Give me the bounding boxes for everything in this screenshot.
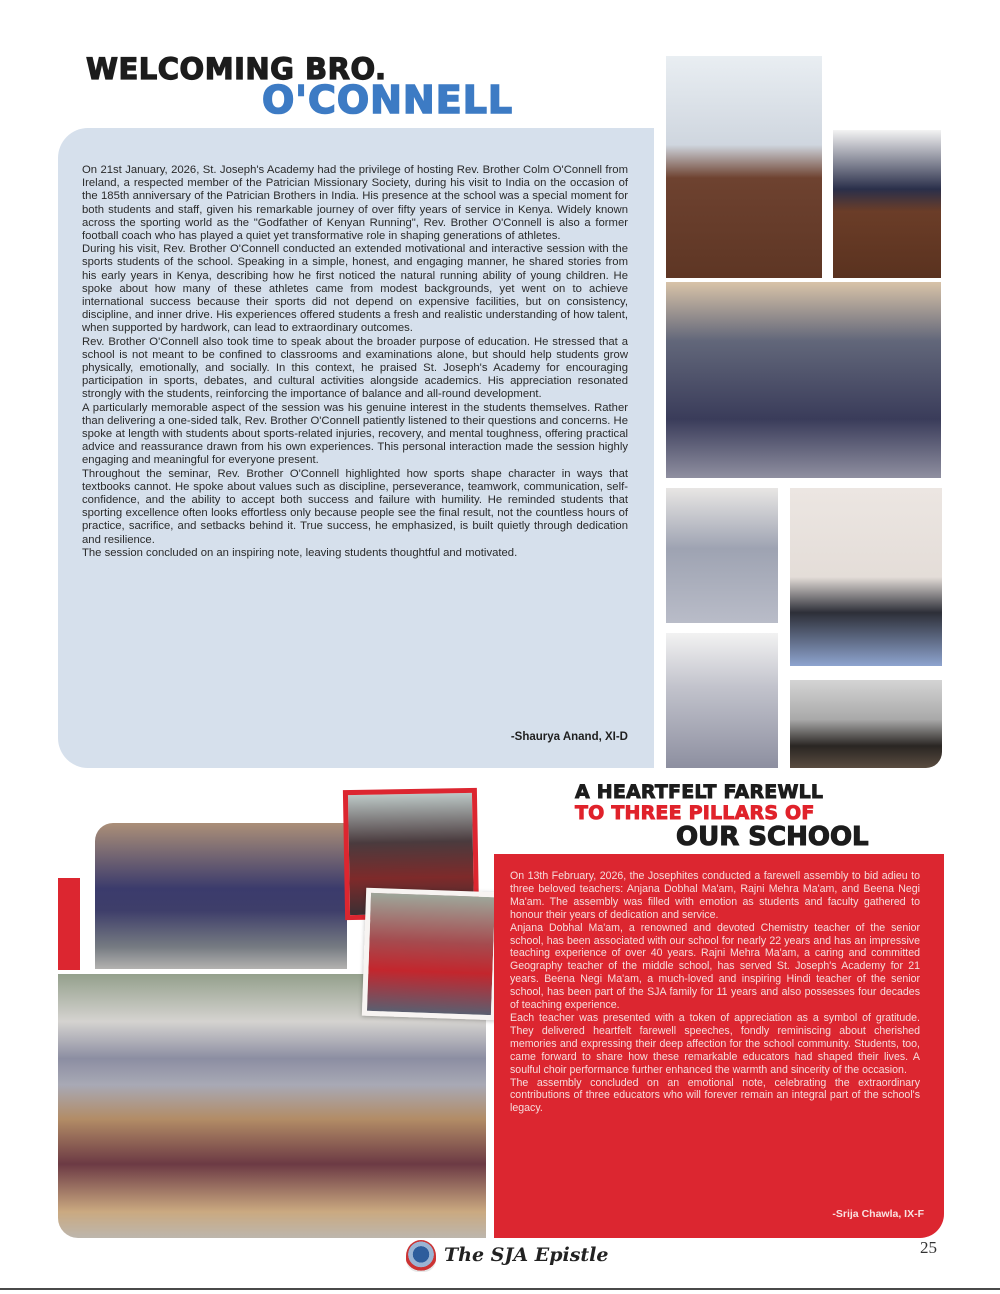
decorative-red-bar (58, 878, 80, 970)
article1-paragraph: The session concluded on an inspiring note, leaving students thoughtful and motivated. (82, 546, 518, 559)
article1-heading-line2: O'CONNELL (262, 78, 514, 122)
photo-stage-view (790, 680, 942, 768)
bottom-divider (0, 1288, 1000, 1290)
page-number: 25 (920, 1238, 937, 1257)
article2-paragraph: Anjana Dobhal Ma'am, a renowned and devoted Chemistry teacher of the senior school, has been associated with our school for nearly 22 years and has an impressive teaching experience of over 40 years. Rajni Mehra Ma'am, a caring and committed Geography teacher of the middle school, has served St. Joseph's Academy for 21 years. Beena Negi Ma'am, a much-loved and inspiring Hindi teacher of the senior school, has been part of the SJA family for 11 years and also possesses four decades of teaching experience. (510, 921, 920, 1012)
photo-students-in-line-at-assembly (95, 823, 347, 969)
photo-student-asking-question (666, 488, 778, 623)
article1-byline: -Shaurya Anand, XI-D (510, 731, 628, 743)
article1-paragraph: Rev. Brother O'Connell also took time to speak about the broader purpose of education. He stressed that a school is not meant to be confined to classrooms and examinations alone, but should help students grow physically, emotionally, and socially. In this context, he praised St. Joseph's Academy for encouraging participation in sports, debates, and cultural activities alongside academics. His appreciation resonated strongly with the students, reinforcing the importance of balance and all-round development. (82, 335, 628, 401)
article1-heading-line1: WELCOMING BRO. (86, 52, 387, 86)
publication-title: The SJA Epistle (444, 1244, 609, 1266)
article2-body (510, 870, 920, 1115)
article1-paragraph: During his visit, Rev. Brother O'Connell conducted an extended motivational and interactive session with the sports students of the school. Speaking in a simple, honest, and engaging manner, he shared stories from his early years in Kenya, describing how he first noticed the natural running ability of young children. He spoke about how many of these athletes came from modest backgrounds, yet went on to achieve international success because their sports did not depend on expensive facilities, but on consistency, discipline, and inner drive. His experiences offered students a fresh and realistic understanding of how talent, when supported by hardwork, can lead to extraordinary outcomes. (82, 243, 628, 335)
article1-paragraph: Throughout the seminar, Rev. Brother O'Connell highlighted how sports shape character in ways that textbooks cannot. He spoke about values such as discipline, perseverance, teamwork, communication, self-confidence, and the ability to accept both success and failure with humility. He reminded students that sporting excellence often looks effortless only because people see the final result, not the countless hours of practice, sacrifice, and setbacks behind it. True success, he emphasized, is built quietly through dedication and resilience. (82, 467, 628, 546)
article1-body (82, 164, 628, 560)
photo-second-speaker-at-podium (833, 130, 941, 278)
article1-paragraph: A particularly memorable aspect of the session was his genuine interest in the students themselves. Rather than delivering a one-sided talk, Rev. Brother O'Connell patiently listened to their questions and concerns. He spoke at length with students about sports-related injuries, recovery, and mental toughness, offering practical advice and reassurance drawn from his own experiences. This personal interaction made the session highly engaging and meaningful for everyone present. (82, 401, 628, 467)
article2-paragraph: On 13th February, 2026, the Josephites conducted a farewell assembly to bid adieu to three beloved teachers: Anjana Dobhal Ma'am, Rajni Mehra Ma'am, and Beena Negi Ma'am. The assembly was filled with emotion as students and faculty gathered to honour their years of dedication and service. (510, 870, 920, 921)
article2-byline: -Srija Chawla, IX-F (832, 1208, 924, 1220)
photo-audience-of-students (666, 282, 941, 478)
school-crest-icon (406, 1240, 436, 1272)
photo-guests-seated (790, 488, 942, 666)
article2-heading-line3: OUR SCHOOL (676, 822, 869, 852)
photo-bouquet-presentation-2 (362, 888, 500, 1021)
photo-student-with-microphone (666, 633, 778, 768)
article2-paragraph: Each teacher was presented with a token of appreciation as a symbol of gratitude. They delivered heartfelt farewell speeches, fondly reminiscing about cherished memories and expressing their deep affection for the school community. Students, too, came forward to share how these remarkable educators had shaped their lives. A soulful choir performance further enhanced the warmth and sincerity of the occasion. (510, 1011, 920, 1076)
article2-paragraph: The assembly concluded on an emotional note, celebrating the extraordinary contributions of three educators who will forever remain an integral part of the school's legacy. (510, 1076, 920, 1115)
article2-heading-line1: A HEARTFELT FAREWLL (575, 781, 824, 803)
photo-speaker-at-podium (666, 56, 822, 278)
article2-heading-line2: TO THREE PILLARS OF (575, 802, 815, 824)
article1-paragraph: On 21st January, 2026, St. Joseph's Academy had the privilege of hosting Rev. Brother Colm O'Connell from Ireland, a respected member of the Patrician Missionary Society, during his visit to India on the occasion of the 185th anniversary of the Patrician Brothers in India. His presence at the school was a special moment for both students and staff, given his remarkable journey of over fifty years of service in Kenya. Widely known across the sporting world as the "Godfather of Kenyan Running", Rev. Brother O'Connell is also a former football coach who has played a quiet yet transformative role in shaping generations of athletes. (82, 164, 628, 243)
